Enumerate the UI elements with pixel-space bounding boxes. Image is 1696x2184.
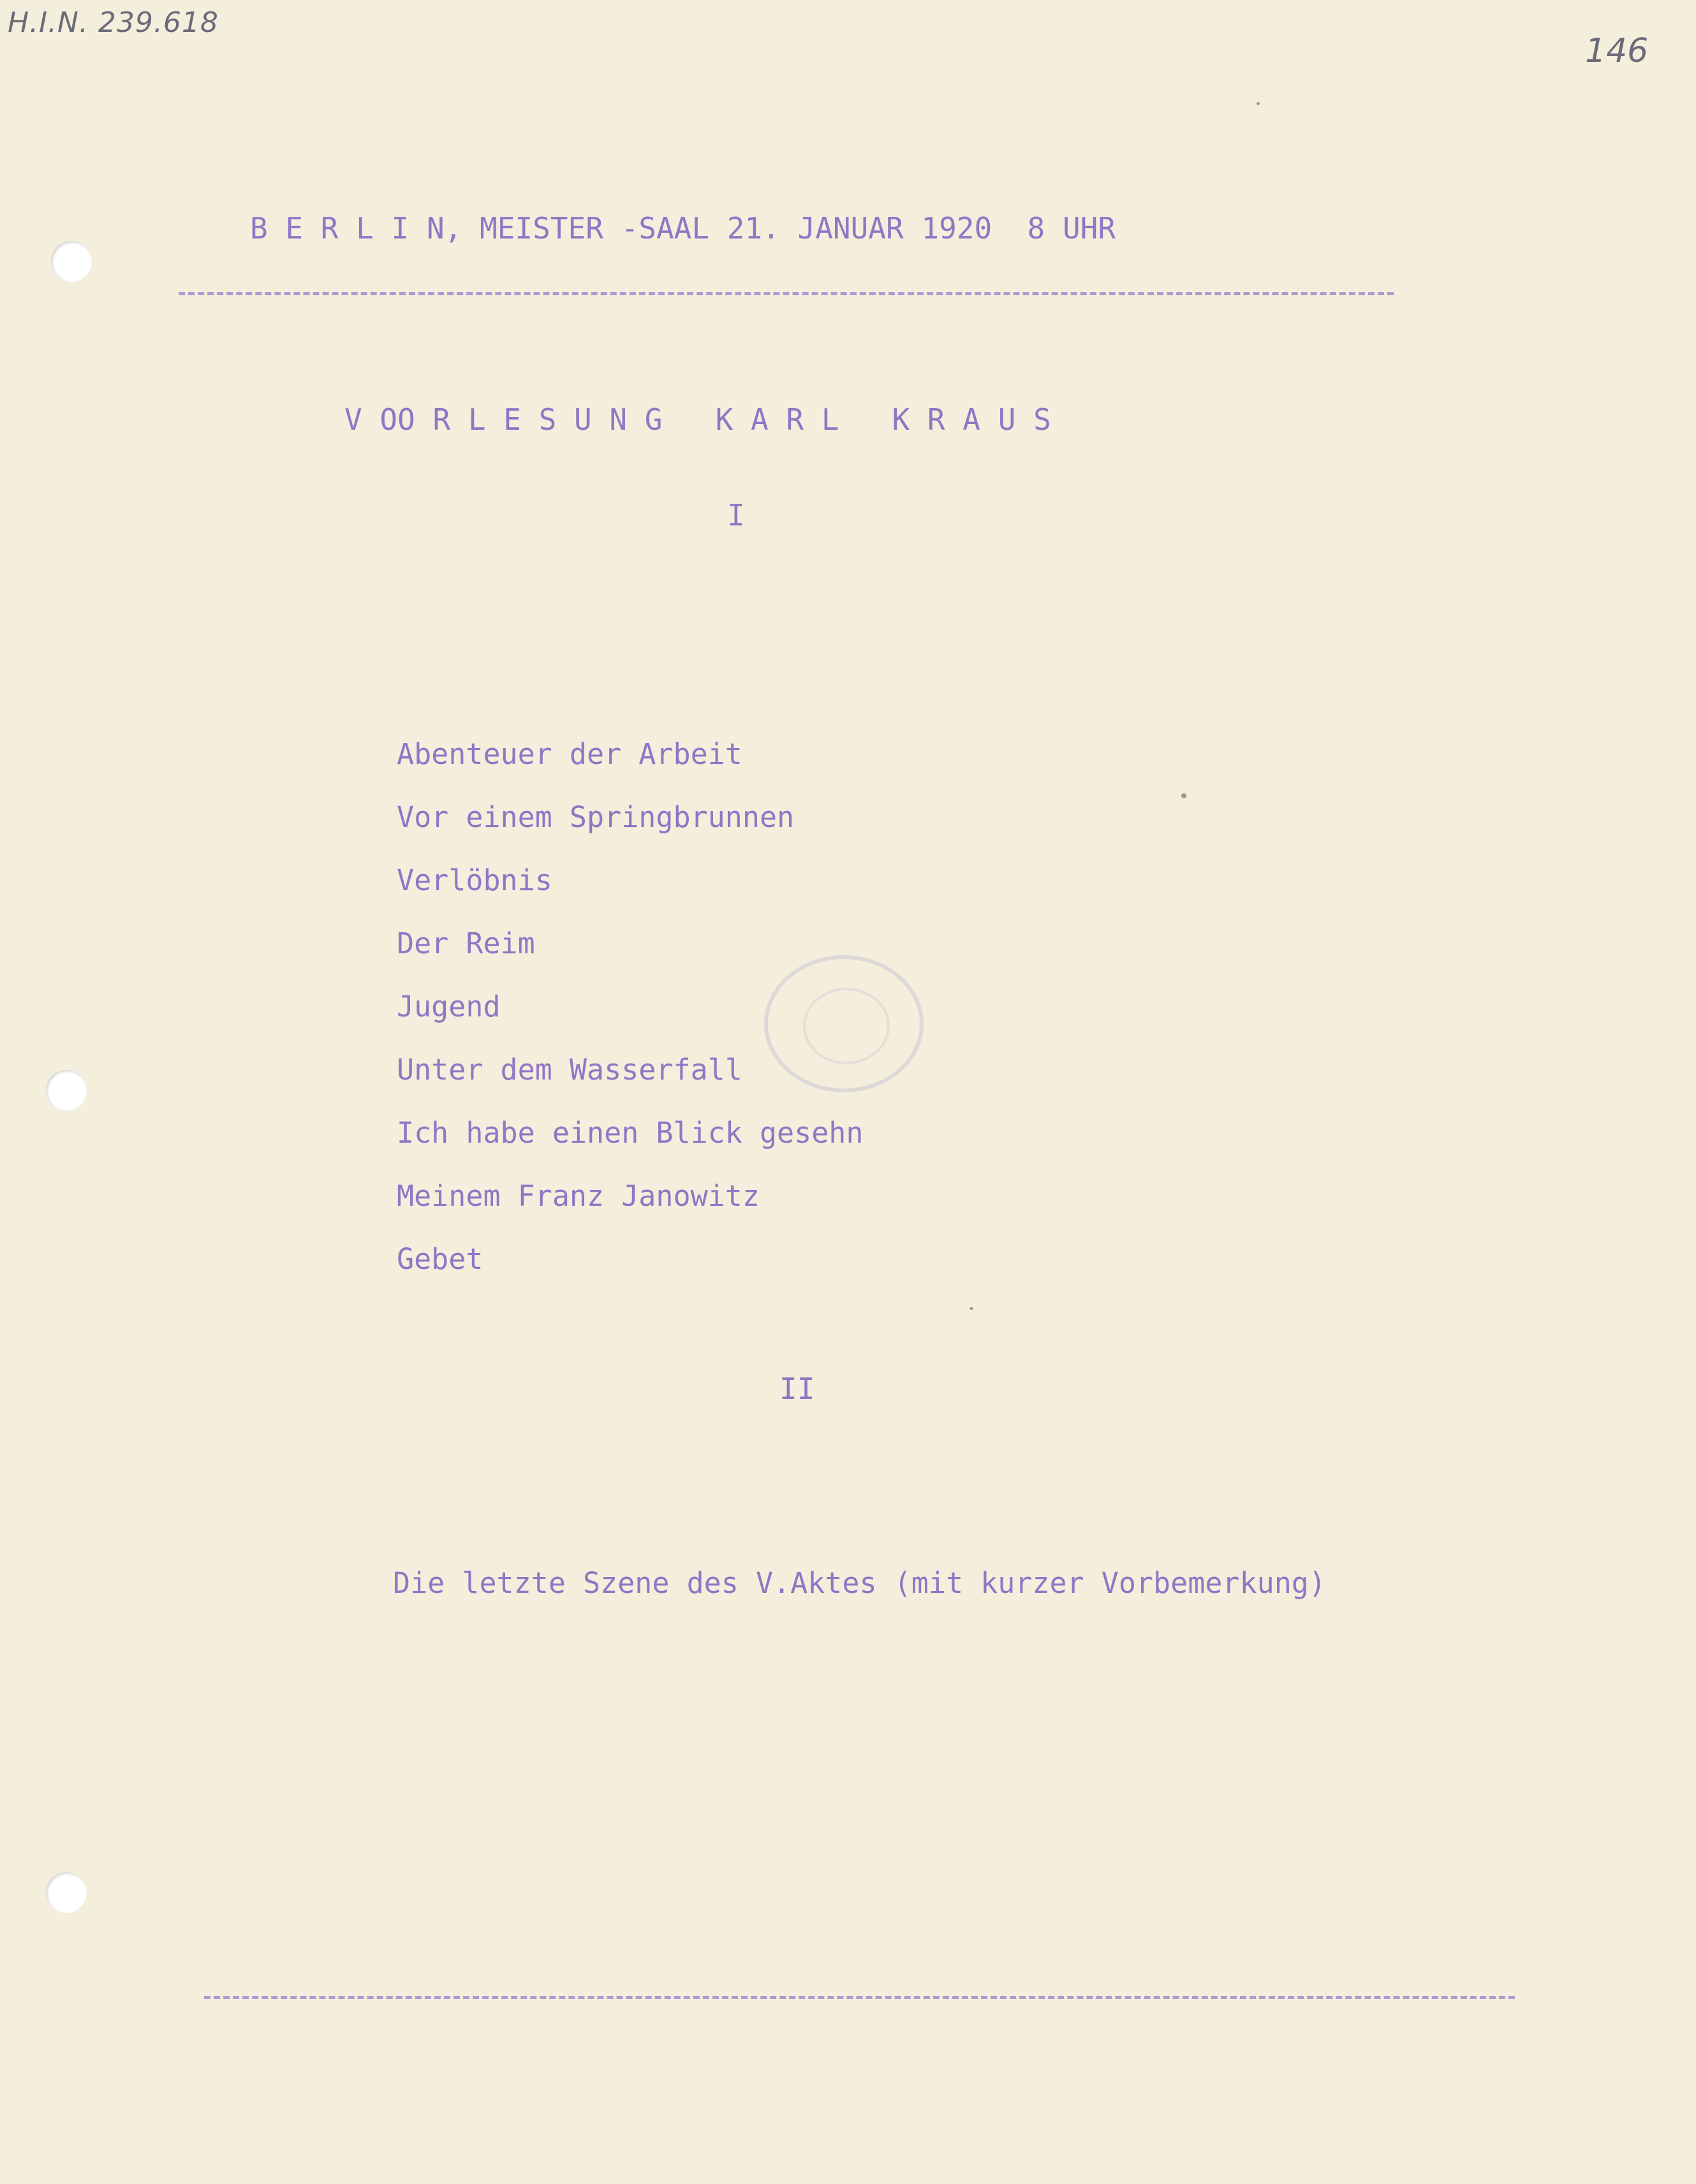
- dashed-rule-top: [179, 292, 1394, 295]
- list-item: Der Reim: [397, 927, 535, 960]
- list-item: Unter dem Wasserfall: [397, 1053, 742, 1087]
- ink-speck: [1181, 793, 1186, 798]
- part-two-item: Die letzte Szene des V.Aktes (mit kurzer Vorbemerkung): [393, 1566, 1326, 1600]
- list-item: Gebet: [397, 1242, 483, 1276]
- folio-number: 146: [1585, 32, 1649, 70]
- list-item: Ich habe einen Blick gesehn: [397, 1116, 864, 1150]
- list-item: Meinem Franz Janowitz: [397, 1179, 760, 1213]
- library-stamp: [764, 955, 924, 1092]
- punch-hole: [46, 1070, 87, 1111]
- ink-speck: [970, 1307, 973, 1310]
- event-header: B E R L I N, MEISTER -SAAL 21. JANUAR 1920 8 UHR: [250, 211, 1116, 246]
- archive-signature: H.I.N. 239.618: [8, 6, 219, 39]
- program-title: V OO R L E S U N G K A R L K R A U S: [344, 402, 1051, 437]
- punch-hole: [46, 1872, 87, 1913]
- part-two-heading: II: [779, 1372, 815, 1406]
- list-item: Abenteuer der Arbeit: [397, 737, 742, 771]
- punch-hole: [51, 241, 92, 282]
- list-item: Vor einem Springbrunnen: [397, 800, 795, 834]
- ink-speck: [1257, 102, 1260, 105]
- list-item: Verlöbnis: [397, 863, 552, 897]
- dashed-rule-bottom: [204, 1996, 1515, 1999]
- list-item: Jugend: [397, 990, 501, 1023]
- part-one-heading: I: [727, 498, 745, 532]
